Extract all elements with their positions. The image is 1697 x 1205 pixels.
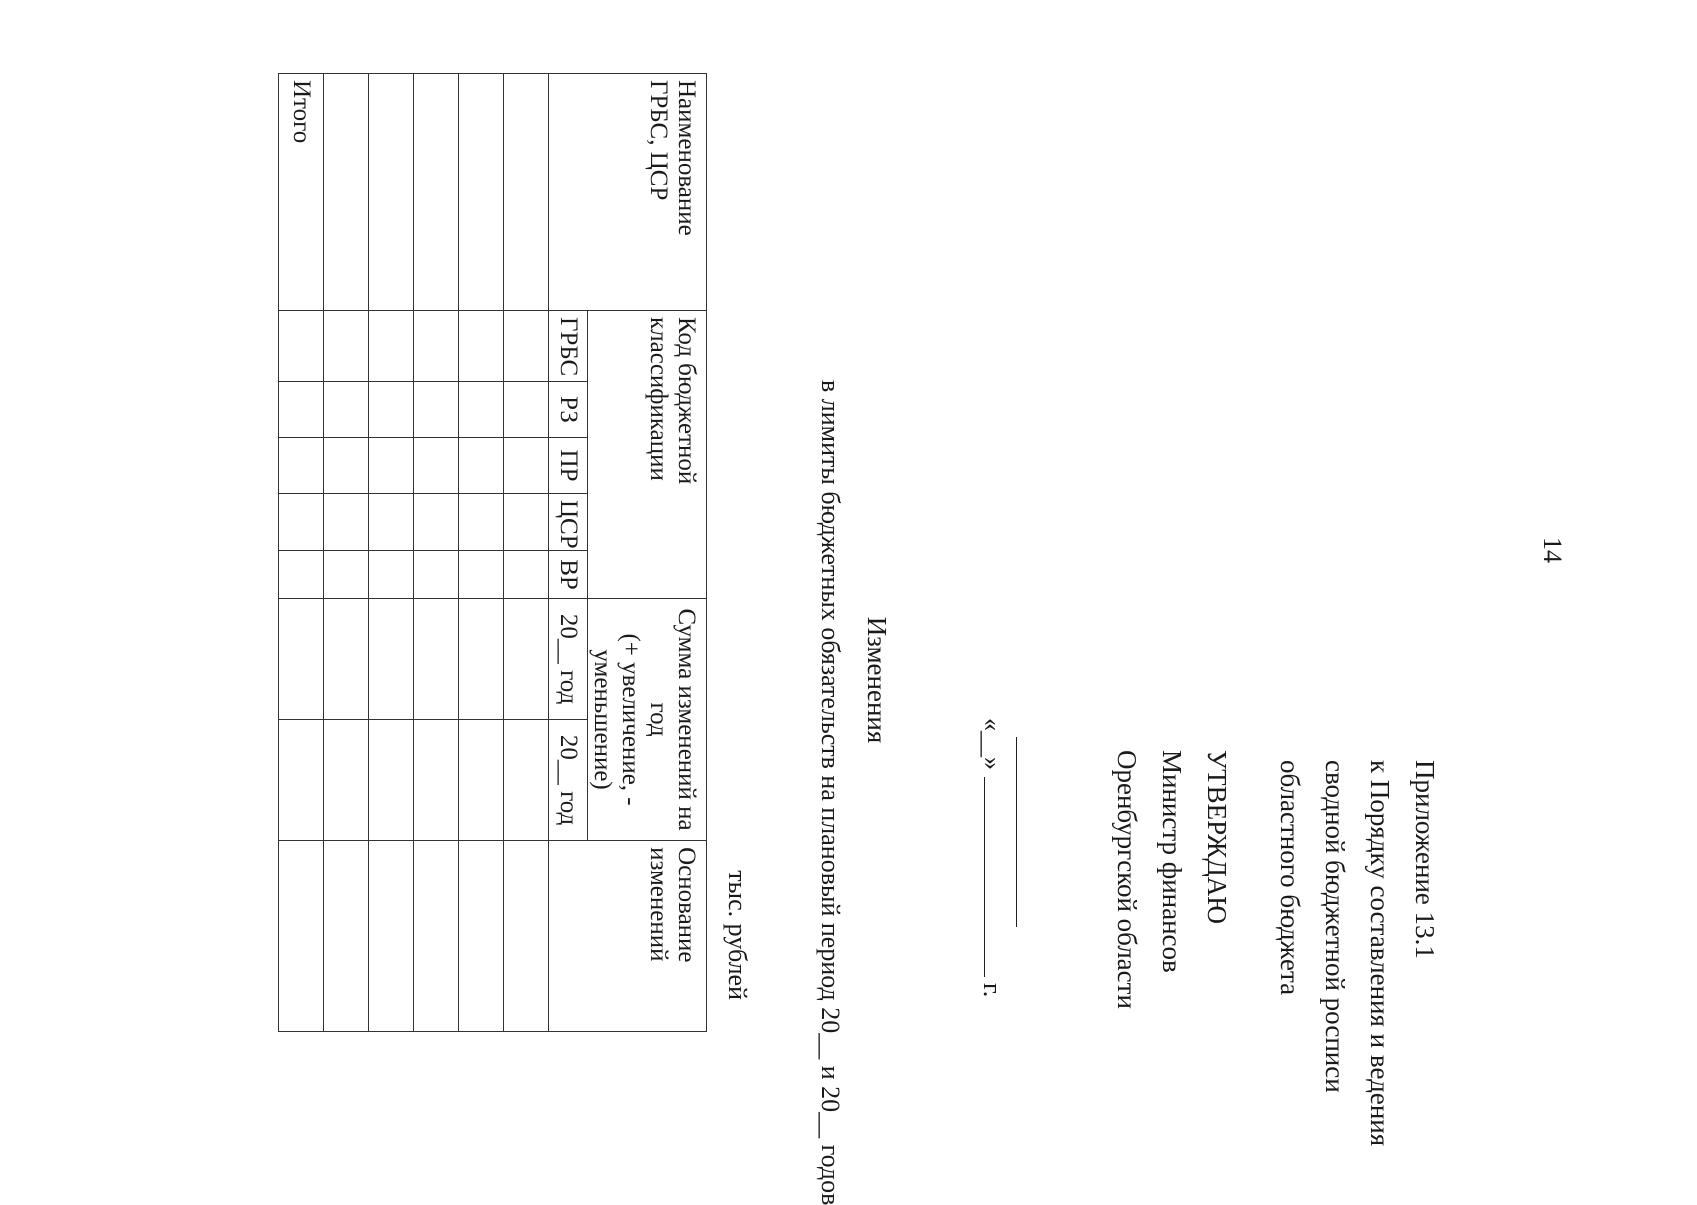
header-sum-line: Сумма изменений на год xyxy=(645,608,700,831)
table-cell xyxy=(459,382,504,438)
table-cell xyxy=(459,599,504,720)
table-cell xyxy=(279,599,324,720)
document-subtitle: в лимиты бюджетных обязательств на плановый период 20__ и 20__ годов xyxy=(816,380,845,1205)
table-row xyxy=(369,74,414,1032)
table-cell xyxy=(414,311,459,382)
table-cell xyxy=(369,74,414,311)
table-cell xyxy=(279,720,324,841)
table-cell xyxy=(324,382,369,438)
table-cell xyxy=(504,599,549,720)
table-cell xyxy=(279,311,324,382)
table-cell xyxy=(324,311,369,382)
page-number: 14 xyxy=(1538,537,1567,563)
header-year-2: 20__ год xyxy=(549,720,588,841)
header-year-1: 20__ год xyxy=(549,599,588,720)
table-row xyxy=(324,74,369,1032)
table-cell xyxy=(369,599,414,720)
table-cell xyxy=(504,841,549,1032)
table-cell xyxy=(279,551,324,599)
table-cell xyxy=(279,382,324,438)
table-cell xyxy=(414,494,459,551)
table-cell xyxy=(459,311,504,382)
appendix-line: сводной бюджетной росписи xyxy=(1320,760,1350,1093)
table-cell xyxy=(324,841,369,1032)
table-cell xyxy=(504,720,549,841)
approval-line: УТВЕРЖДАЮ xyxy=(1202,750,1232,925)
table-cell xyxy=(369,494,414,551)
units-label: тыс. рублей xyxy=(723,870,752,1000)
table-cell xyxy=(369,551,414,599)
table-cell xyxy=(504,494,549,551)
appendix-line: Приложение 13.1 xyxy=(1410,760,1440,959)
table-cell xyxy=(369,311,414,382)
table-cell xyxy=(369,841,414,1032)
approval-date xyxy=(977,718,1007,997)
header-basis: Основание изменений xyxy=(549,841,707,1032)
date-month-blank xyxy=(984,777,1007,977)
table-cell xyxy=(504,74,549,311)
header-name: Наименование ГРБС, ЦСР xyxy=(549,74,707,311)
table-cell xyxy=(504,551,549,599)
table-cell xyxy=(369,438,414,494)
changes-table xyxy=(278,73,707,1032)
approval-block xyxy=(1104,750,1239,1009)
table-cell xyxy=(414,599,459,720)
table-cell xyxy=(459,841,504,1032)
table-cell xyxy=(504,382,549,438)
table-cell xyxy=(324,438,369,494)
approval-line: Министр финансов xyxy=(1157,750,1187,973)
appendix-line: к Порядку составления и ведения xyxy=(1365,760,1395,1147)
table-cell xyxy=(414,74,459,311)
table-cell xyxy=(459,74,504,311)
table-row xyxy=(459,74,504,1032)
date-day: «__» xyxy=(978,718,1007,770)
table-cell xyxy=(369,720,414,841)
table-cell xyxy=(279,494,324,551)
header-rz: РЗ xyxy=(549,382,588,438)
table-cell xyxy=(414,438,459,494)
table-cell xyxy=(504,311,549,382)
table-cell xyxy=(324,599,369,720)
total-label: Итого xyxy=(279,74,324,311)
header-sum-line: (+ увеличение, - уменьшение) xyxy=(589,633,644,806)
total-row xyxy=(279,74,324,1032)
table-cell xyxy=(279,438,324,494)
table-cell xyxy=(459,551,504,599)
table-cell xyxy=(414,551,459,599)
table-cell xyxy=(414,382,459,438)
table-cell xyxy=(369,382,414,438)
table-cell xyxy=(324,551,369,599)
signature-line xyxy=(1016,737,1017,927)
appendix-note xyxy=(1267,760,1447,1146)
header-pr: ПР xyxy=(549,438,588,494)
header-grbs: ГРБС xyxy=(549,311,588,382)
header-csr: ЦСР xyxy=(549,494,588,551)
table-cell xyxy=(414,841,459,1032)
table-row xyxy=(414,74,459,1032)
table-cell xyxy=(324,494,369,551)
appendix-line: областного бюджета xyxy=(1275,760,1305,996)
table-cell xyxy=(324,720,369,841)
table-row xyxy=(504,74,549,1032)
date-suffix: г. xyxy=(978,983,1007,998)
document-title: Изменения xyxy=(862,616,892,744)
table-cell xyxy=(459,438,504,494)
table-cell xyxy=(324,74,369,311)
table-cell xyxy=(459,720,504,841)
table-cell xyxy=(459,494,504,551)
table-cell xyxy=(414,720,459,841)
header-vr: ВР xyxy=(549,551,588,599)
table-cell xyxy=(504,438,549,494)
header-code: Код бюджетной классификации xyxy=(588,311,707,599)
header-sum xyxy=(588,599,707,841)
table-cell xyxy=(279,841,324,1032)
approval-line: Оренбургской области xyxy=(1112,750,1142,1009)
